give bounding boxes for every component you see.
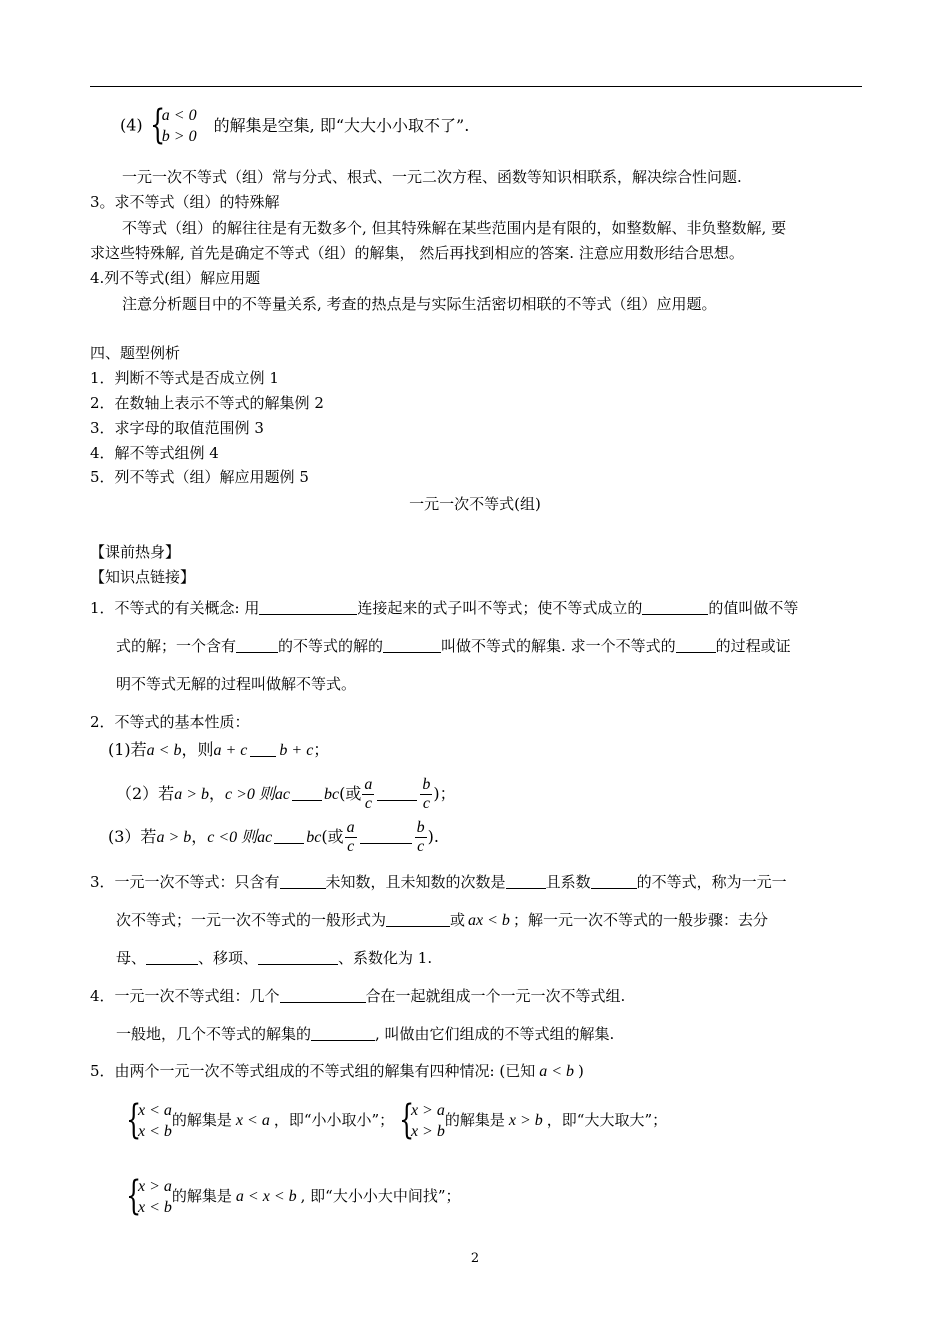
q2-property-2	[116, 775, 456, 814]
math: ac	[274, 786, 291, 803]
math: ax < b	[468, 912, 510, 929]
math: a > b	[156, 829, 192, 846]
math: ac	[257, 829, 273, 846]
q3-line1	[90, 872, 787, 892]
text: 的值叫做不等	[708, 599, 799, 617]
blank	[377, 785, 417, 801]
math: b + c	[279, 742, 314, 759]
item-4-line	[120, 102, 470, 148]
q3-line3	[116, 948, 432, 968]
math: bc	[324, 786, 340, 803]
math: a < b	[539, 1063, 575, 1080]
blank	[386, 911, 450, 927]
q5-title	[90, 1061, 584, 1082]
text: 合在一起就组成一个一元一次不等式组.	[365, 987, 626, 1005]
text: （2）若	[116, 784, 175, 803]
paragraph: 一元一次不等式（组）常与分式、根式、一元二次方程、函数等知识相联系，解决综合性问题.	[122, 168, 742, 186]
q2-title: 2．不等式的基本性质：	[90, 713, 250, 731]
blank	[591, 873, 637, 889]
text: (1)若	[108, 740, 147, 759]
text: 、移项、	[198, 949, 259, 967]
math: a < b	[146, 742, 182, 759]
text: 的解集是	[444, 1111, 505, 1129]
q2-property-1	[108, 740, 329, 761]
text: 叫做不等式的解集. 求一个不等式的	[441, 637, 676, 655]
page-number: 2	[470, 1251, 480, 1266]
text: ，	[208, 784, 225, 803]
q5-case-3	[126, 1173, 461, 1219]
links-heading: 【知识点链接】	[90, 568, 196, 586]
text: )	[578, 1062, 584, 1080]
text: 1．不等式的有关概念: 用	[90, 599, 260, 617]
math: x > b	[508, 1112, 543, 1129]
system-brace: { x < a x < b	[126, 1097, 172, 1143]
blank	[311, 1025, 375, 1041]
text: (3）若	[108, 827, 157, 846]
text: 、系数化为 1.	[338, 949, 433, 967]
blank	[258, 949, 338, 965]
q1-line2	[116, 636, 791, 656]
text: ，则	[181, 740, 214, 759]
system-row: b > 0	[161, 128, 197, 145]
q1-line1	[90, 598, 798, 618]
text: 4．一元一次不等式组：几个	[90, 987, 280, 1005]
blank	[676, 637, 716, 653]
blank	[280, 873, 326, 889]
math: a + c	[213, 742, 248, 759]
text: 母、	[116, 949, 147, 967]
blank	[360, 828, 412, 844]
text: ，即“小小取小”；	[273, 1111, 395, 1129]
blank	[292, 785, 322, 801]
section-3-line: 求这些特殊解, 首先是确定不等式（组）的解集， 然后再找到相应的答案. 注意应用数形结合思想。	[90, 244, 744, 262]
text: , 即“大小小大中间找”；	[300, 1187, 461, 1205]
item-4-text: 的解集是空集, 即“大大小小取不了”.	[213, 115, 470, 135]
text: 连接起来的式子叫不等式；使不等式成立的	[357, 599, 643, 617]
q5-case-1-2	[126, 1097, 668, 1143]
text: 的不等式，称为一元一	[636, 873, 787, 891]
blank	[274, 828, 304, 844]
header-rule	[90, 86, 862, 87]
text: 或	[450, 911, 466, 929]
section-3-line: 不等式（组）的解往往是有无数多个, 但其特殊解在某些范围内是有限的，如整数解、非负整数解, 要	[122, 219, 787, 237]
math: a > b	[174, 786, 209, 803]
q4-line2	[116, 1024, 614, 1044]
math: c >0 则	[225, 786, 275, 803]
system-row: a < 0	[161, 107, 197, 124]
text: ；解一元一次不等式的一般步骤：去分	[512, 911, 768, 929]
text: 5．由两个一元一次不等式组成的不等式组的解集有四种情况: (已知	[90, 1062, 536, 1080]
text: , 叫做由它们组成的不等式组的解集.	[375, 1025, 615, 1043]
list-item: 4．解不等式组例 4	[90, 444, 219, 462]
blank	[259, 599, 357, 615]
system-brace-4: { a < 0 b > 0	[149, 102, 197, 148]
list-item: 5．列不等式（组）解应用题例 5	[90, 468, 309, 486]
fraction: $\frac{a}{c}$	[364, 776, 373, 812]
section-3-title: 3。求不等式（组）的特殊解	[90, 193, 280, 211]
text: 次不等式；一元一次不等式的一般形式为	[116, 911, 387, 929]
text: 3．一元一次不等式：只含有	[90, 873, 280, 891]
q4-line1	[90, 986, 625, 1006]
system-brace: { x > a x < b	[126, 1173, 172, 1219]
text: 的过程或证	[715, 637, 791, 655]
list-item: 2．在数轴上表示不等式的解集例 2	[90, 394, 324, 412]
text: (或	[339, 784, 362, 803]
math: c <0 则	[207, 829, 258, 846]
section-4-line: 注意分析题目中的不等量关系, 考查的热点是与实际生活密切相联的不等式（组）应用题。	[122, 295, 717, 313]
warmup-heading: 【课前热身】	[90, 543, 181, 561]
fraction: $\frac{b}{c}$	[416, 819, 425, 855]
text: ，	[191, 827, 208, 846]
fraction: $\frac{a}{c}$	[346, 819, 355, 855]
section-4-title: 4.列不等式(组）解应用题	[90, 269, 261, 287]
math: x < a	[235, 1112, 270, 1129]
text: 未知数，且未知数的次数是	[325, 873, 506, 891]
text: 的不等式的解的	[278, 637, 384, 655]
item-4-label: (4)	[120, 115, 143, 135]
blank	[642, 599, 708, 615]
text: 的解集是	[171, 1187, 232, 1205]
text: 式的解；一个含有	[116, 637, 237, 655]
text: (或	[321, 827, 344, 846]
text: ，即“大大取大”；	[546, 1111, 668, 1129]
math: a < x < b	[235, 1188, 297, 1205]
blank	[506, 873, 546, 889]
math: bc	[306, 829, 322, 846]
section-four-title: 四、题型例析	[90, 344, 181, 362]
text: 的解集是	[171, 1111, 232, 1129]
list-item: 1．判断不等式是否成立例 1	[90, 369, 279, 387]
fraction: $\frac{b}{c}$	[422, 776, 431, 812]
text: ；	[313, 740, 330, 759]
blank	[236, 637, 278, 653]
q1-line3: 明不等式无解的过程叫做解不等式。	[116, 675, 357, 693]
text: 且系数	[545, 873, 591, 891]
blank	[280, 987, 366, 1003]
system-brace: { x > a x > b	[398, 1097, 445, 1143]
text: ).	[427, 827, 439, 846]
blank	[250, 741, 276, 757]
text: )；	[433, 784, 456, 803]
blank	[383, 637, 441, 653]
text: 一般地，几个不等式的解集的	[116, 1025, 312, 1043]
center-title: 一元一次不等式(组)	[409, 495, 541, 513]
blank	[146, 949, 198, 965]
q3-line2	[116, 910, 768, 931]
list-item: 3．求字母的取值范围例 3	[90, 419, 264, 437]
q2-property-3	[108, 818, 439, 857]
